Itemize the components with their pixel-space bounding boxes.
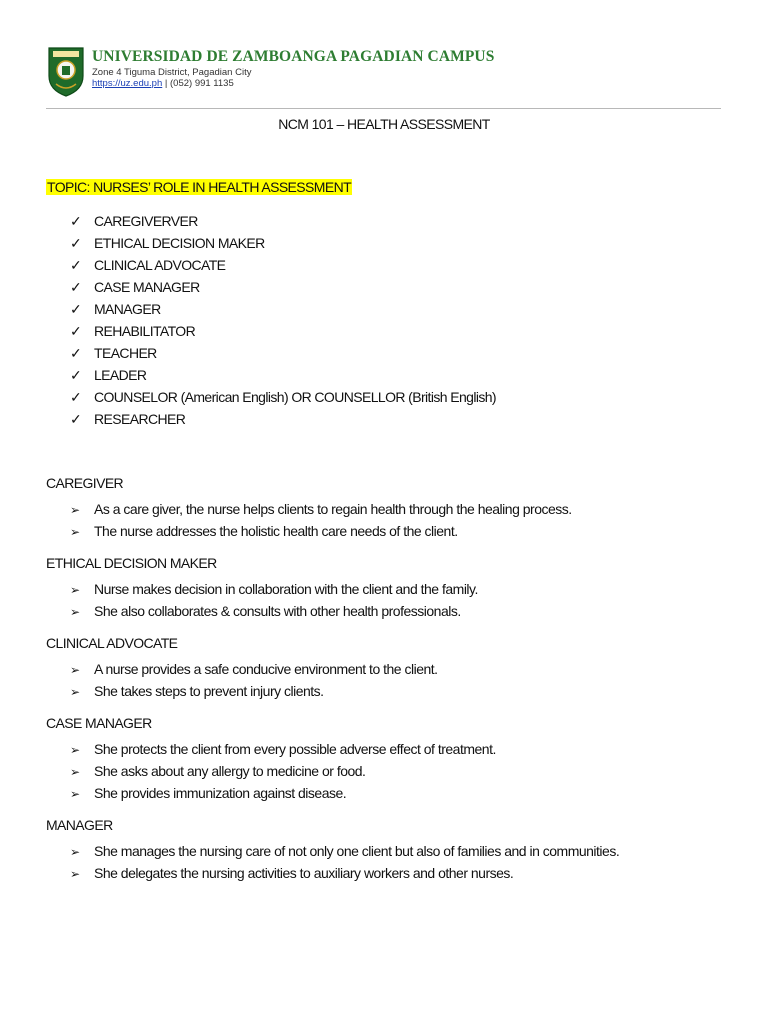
bullet-item bbox=[70, 498, 736, 520]
bullet-item bbox=[70, 520, 736, 542]
role-item bbox=[70, 276, 496, 298]
bullet-text: She takes steps to prevent injury clients. bbox=[94, 683, 324, 699]
letterhead bbox=[46, 46, 726, 98]
role-item bbox=[70, 210, 496, 232]
role-item bbox=[70, 254, 496, 276]
checkmark-icon: ✓ bbox=[70, 389, 82, 405]
role-item bbox=[70, 320, 496, 342]
role-item bbox=[70, 408, 496, 430]
topic-heading: TOPIC: NURSES’ ROLE IN HEALTH ASSESSMENT bbox=[47, 179, 352, 195]
university-seal-logo bbox=[46, 46, 86, 98]
checkmark-icon: ✓ bbox=[70, 279, 82, 295]
bullet-item bbox=[70, 760, 736, 782]
bullet-text: She protects the client from every possible adverse effect of treatment. bbox=[94, 741, 496, 757]
bullet-item bbox=[70, 862, 736, 884]
bullet-text: She provides immunization against disease. bbox=[94, 785, 347, 801]
course-title: NCM 101 – HEALTH ASSESSMENT bbox=[278, 116, 490, 132]
bullet-text: Nurse makes decision in collaboration with the client and the family. bbox=[94, 581, 478, 597]
bullet-text: She asks about any allergy to medicine or food. bbox=[94, 763, 366, 779]
checkmark-icon: ✓ bbox=[70, 323, 82, 339]
arrow-bullet-icon: ➢ bbox=[70, 583, 80, 597]
role-descriptions bbox=[46, 472, 736, 894]
bullet-item bbox=[70, 600, 736, 622]
section-bullets bbox=[70, 498, 736, 542]
section-heading: CASE MANAGER bbox=[46, 715, 152, 731]
role-label: TEACHER bbox=[94, 345, 157, 361]
arrow-bullet-icon: ➢ bbox=[70, 663, 80, 677]
role-item bbox=[70, 232, 496, 254]
bullet-text: The nurse addresses the holistic health care needs of the client. bbox=[94, 523, 458, 539]
arrow-bullet-icon: ➢ bbox=[70, 845, 80, 859]
role-label: LEADER bbox=[94, 367, 147, 383]
section-heading: CAREGIVER bbox=[46, 475, 124, 491]
arrow-bullet-icon: ➢ bbox=[70, 685, 80, 699]
bullet-text: She delegates the nursing activities to auxiliary workers and other nurses. bbox=[94, 865, 514, 881]
section-bullets bbox=[70, 658, 736, 702]
arrow-bullet-icon: ➢ bbox=[70, 743, 80, 757]
section-bullets bbox=[70, 840, 736, 884]
checkmark-icon: ✓ bbox=[70, 411, 82, 427]
section-heading: CLINICAL ADVOCATE bbox=[46, 635, 178, 651]
arrow-bullet-icon: ➢ bbox=[70, 765, 80, 779]
role-label: CLINICAL ADVOCATE bbox=[94, 257, 226, 273]
checkmark-icon: ✓ bbox=[70, 213, 82, 229]
arrow-bullet-icon: ➢ bbox=[70, 503, 80, 517]
role-item bbox=[70, 386, 496, 408]
arrow-bullet-icon: ➢ bbox=[70, 605, 80, 619]
role-label: ETHICAL DECISION MAKER bbox=[94, 235, 265, 251]
section-heading: ETHICAL DECISION MAKER bbox=[46, 555, 217, 571]
checkmark-icon: ✓ bbox=[70, 301, 82, 317]
role-item bbox=[70, 298, 496, 320]
arrow-bullet-icon: ➢ bbox=[70, 867, 80, 881]
role-label: REHABILITATOR bbox=[94, 323, 196, 339]
section-bullets bbox=[70, 738, 736, 804]
checkmark-icon: ✓ bbox=[70, 235, 82, 251]
role-item bbox=[70, 342, 496, 364]
arrow-bullet-icon: ➢ bbox=[70, 525, 80, 539]
bullet-text: As a care giver, the nurse helps clients to regain health through the healing process. bbox=[94, 501, 572, 517]
bullet-item bbox=[70, 578, 736, 600]
section-heading: MANAGER bbox=[46, 817, 113, 833]
checkmark-icon: ✓ bbox=[70, 257, 82, 273]
bullet-item bbox=[70, 680, 736, 702]
bullet-item bbox=[70, 782, 736, 804]
roles-checklist bbox=[70, 210, 496, 430]
website-link[interactable]: https://uz.edu.ph bbox=[92, 78, 163, 89]
university-address: Zone 4 Tiguma District, Pagadian City bbox=[92, 67, 252, 78]
university-contact bbox=[92, 78, 494, 89]
bullet-text: A nurse provides a safe conducive environment to the client. bbox=[94, 661, 438, 677]
role-label: CAREGIVERVER bbox=[94, 213, 198, 229]
role-label: COUNSELOR (American English) OR COUNSELLOR (British English) bbox=[94, 389, 496, 405]
bullet-item bbox=[70, 658, 736, 680]
role-label: RESEARCHER bbox=[94, 411, 186, 427]
phone-number: | (052) 991 1135 bbox=[162, 78, 234, 89]
role-label: CASE MANAGER bbox=[94, 279, 200, 295]
section-bullets bbox=[70, 578, 736, 622]
bullet-text: She manages the nursing care of not only one client but also of families and in communities. bbox=[94, 843, 620, 859]
university-name: UNIVERSIDAD DE ZAMBOANGA PAGADIAN CAMPUS bbox=[92, 48, 495, 65]
role-label: MANAGER bbox=[94, 301, 161, 317]
checkmark-icon: ✓ bbox=[70, 345, 82, 361]
checkmark-icon: ✓ bbox=[70, 367, 82, 383]
bullet-item bbox=[70, 738, 736, 760]
bullet-text: She also collaborates & consults with other health professionals. bbox=[94, 603, 461, 619]
header-divider bbox=[46, 108, 721, 109]
role-item bbox=[70, 364, 496, 386]
bullet-item bbox=[70, 840, 736, 862]
arrow-bullet-icon: ➢ bbox=[70, 787, 80, 801]
